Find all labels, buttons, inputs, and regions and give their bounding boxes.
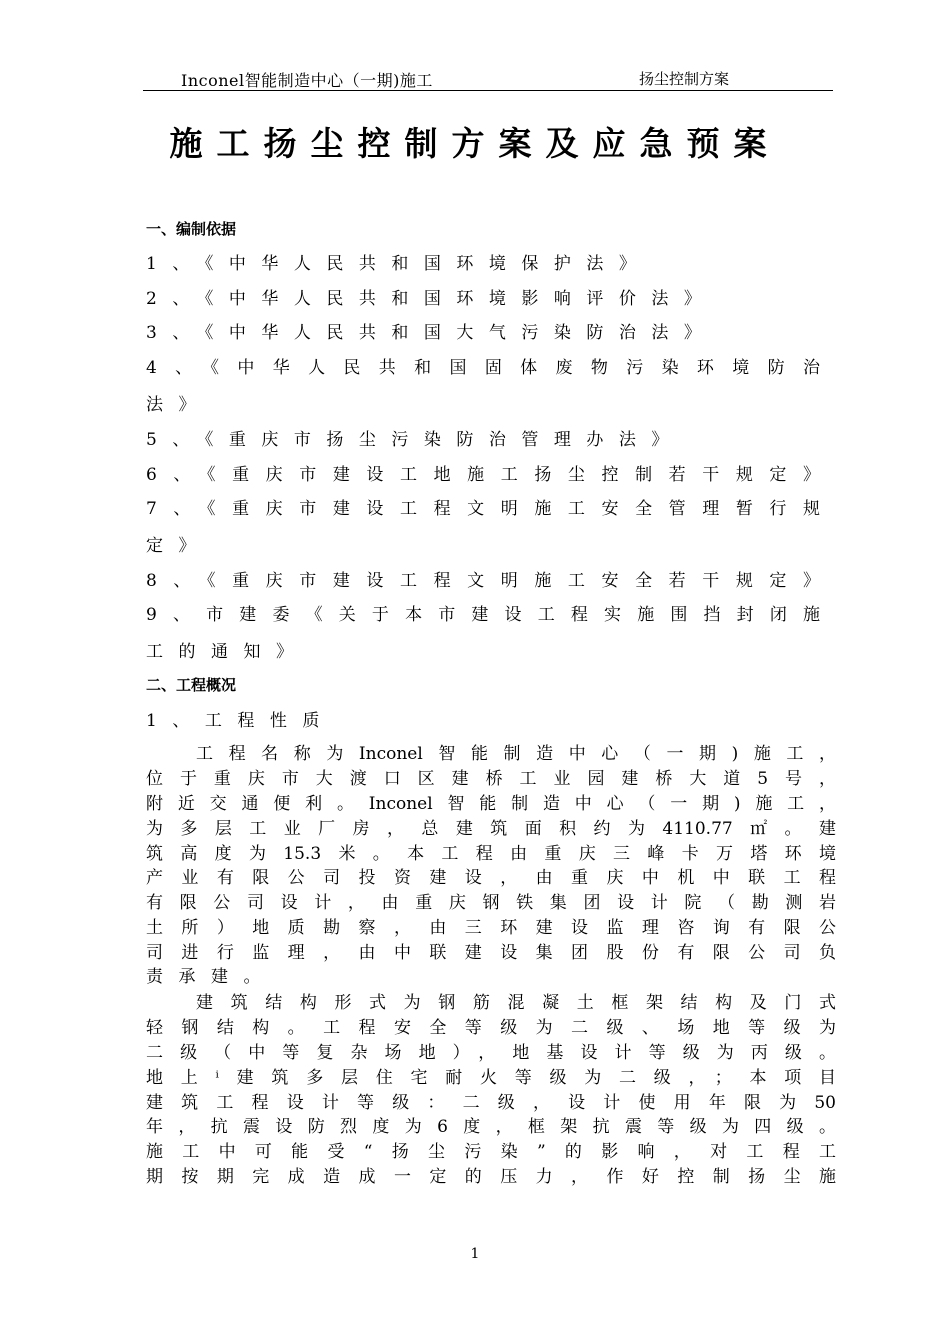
basis-line: 9、市建委《关于本市建设工程实施围挡封闭施 bbox=[146, 605, 820, 625]
paragraph-line: 工程名称为Inconel智能制造中心（一期)施工， bbox=[196, 744, 836, 764]
paragraph-line: 施工中可能受“扬尘污染”的影响，对工程工 bbox=[146, 1142, 836, 1162]
basis-line: 8、《重庆市建设工程文明施工安全若干规定》 bbox=[146, 571, 820, 591]
paragraph-line: 期按期完成造成一定的压力，作好控制扬尘施 bbox=[146, 1167, 836, 1187]
section-heading-basis: 一、编制依据 bbox=[146, 220, 237, 238]
header-doc-name: 扬尘控制方案 bbox=[639, 70, 730, 88]
paragraph-line: 轻钢结构。工程安全等级为二级、场地等级为 bbox=[146, 1018, 836, 1038]
paragraph-line: 附近交通便利。Inconel智能制造中心（一期)施工， bbox=[146, 794, 836, 814]
basis-line: 工的通知》 bbox=[146, 642, 309, 662]
subsection-heading: 1、工程性质 bbox=[146, 711, 335, 731]
basis-line: 1、《中华人民共和国环境保护法》 bbox=[146, 254, 652, 274]
document-title: 施工扬尘控制方案及应急预案 bbox=[169, 124, 781, 163]
basis-line: 法》 bbox=[146, 395, 211, 415]
basis-line: 7、《重庆市建设工程文明施工安全管理暂行规 bbox=[146, 499, 820, 519]
paragraph-line: 有限公司设计，由重庆钢铁集团设计院（勘测岩 bbox=[146, 893, 836, 913]
basis-line: 定》 bbox=[146, 536, 211, 556]
paragraph-line: 地上ⁱ建筑多层住宅耐火等级为二级，；本项目 bbox=[146, 1068, 836, 1088]
basis-line: 5、《重庆市扬尘污染防治管理办法》 bbox=[146, 430, 684, 450]
basis-line: 3、《中华人民共和国大气污染防治法》 bbox=[146, 323, 717, 343]
basis-line: 6、《重庆市建设工地施工扬尘控制若干规定》 bbox=[146, 465, 820, 485]
paragraph-line: 责承建。 bbox=[146, 967, 276, 987]
paragraph-line: 年，抗震设防烈度为6度，框架抗震等级为四级。 bbox=[146, 1117, 836, 1137]
paragraph-line: 建筑工程设计等级：二级，设计使用年限为50 bbox=[146, 1093, 836, 1113]
paragraph-line: 二级（中等复杂场地），地基设计等级为丙级。 bbox=[146, 1043, 836, 1063]
paragraph-line: 土所）地质勘察，由三环建设监理咨询有限公 bbox=[146, 918, 836, 938]
header-project-name: Inconel智能制造中心（一期)施工 bbox=[181, 71, 433, 90]
paragraph-line: 为多层工业厂房，总建筑面积约为4110.77㎡。建 bbox=[146, 819, 836, 839]
section-heading-overview: 二、工程概况 bbox=[146, 676, 237, 694]
basis-line: 2、《中华人民共和国环境影响评价法》 bbox=[146, 289, 717, 309]
page-number: 1 bbox=[470, 1246, 480, 1262]
paragraph-line: 位于重庆市大渡口区建桥工业园建桥大道5号， bbox=[146, 769, 836, 789]
paragraph-line: 建筑结构形式为钢筋混凝土框架结构及门式 bbox=[196, 993, 836, 1013]
paragraph-line: 司进行监理，由中联建设集团股份有限公司负 bbox=[146, 943, 836, 963]
page-header bbox=[143, 64, 833, 91]
paragraph-line: 筑高度为15.3米。本工程由重庆三峰卡万塔环境 bbox=[146, 844, 836, 864]
basis-line: 4、《中华人民共和国固体废物污染环境防治 bbox=[146, 358, 820, 378]
paragraph-line: 产业有限公司投资建设，由重庆中机中联工程 bbox=[146, 868, 836, 888]
